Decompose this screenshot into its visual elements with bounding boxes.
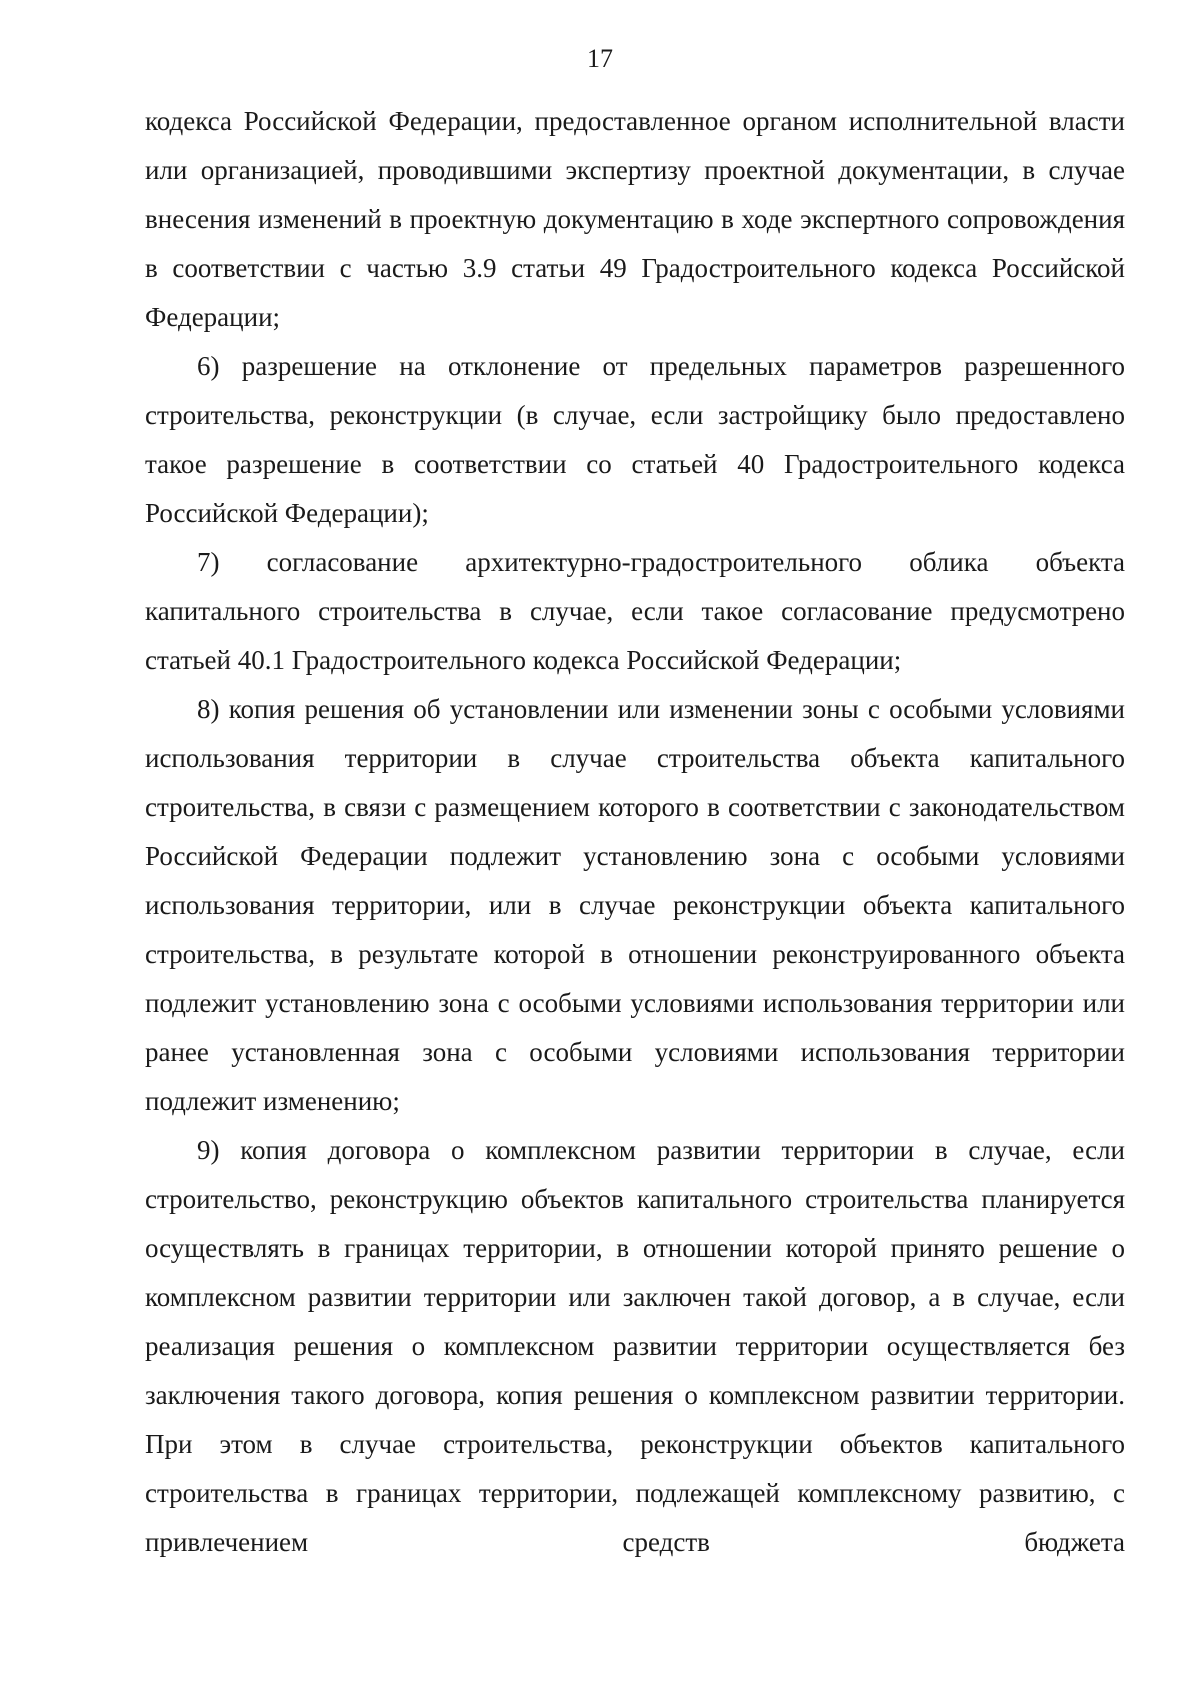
paragraph-item-9: 9) копия договора о комплексном развитии территории в случае, если строительство, реконструкцию объектов капитального строительства планируется осуществлять в границах территории, в отношении которой принято решение о комплексном развитии территории или заключен такой договор, а в случае, если реализация решения о комплексном развитии территории осуществляется без заключения такого договора, копия решения о комплексном развитии территории. При этом в случае строительства, реконструкции объектов капитального строительства в границах территории, подлежащей комплексному развитию, с привлечением средств бюджета [145,1135,1125,1557]
paragraph-item-8: 8) копия решения об установлении или изменении зоны с особыми условиями использования территории в случае строительства объекта капитального строительства, в связи с размещением которого в соответствии с законодательством Российской Федерации подлежит установлению зона с особыми условиями использования территории, или в случае реконструкции объекта капитального строительства, в результате которой в отношении реконструированного объекта подлежит установлению зона с особыми условиями использования территории или ранее установленная зона с особыми условиями использования территории подлежит изменению; [145,694,1125,1116]
paragraph-item-7: 7) согласование архитектурно-градостроительного облика объекта капитального строительства в случае, если такое согласование предусмотрено статьей 40.1 Градостроительного кодекса Российской Федерации; [145,547,1125,675]
paragraph-item-6: 6) разрешение на отклонение от предельных параметров разрешенного строительства, реконструкции (в случае, если застройщику было предоставлено такое разрешение в соответствии со статьей 40 Градостроительного кодекса Российской Федерации); [145,351,1125,528]
document-body [145,97,1125,1567]
paragraph-continuation: кодекса Российской Федерации, предоставленное органом исполнительной власти или организацией, проводившими экспертизу проектной документации, в случае внесения изменений в проектную документацию в ходе экспертного сопровождения в соответствии с частью 3.9 статьи 49 Градостроительного кодекса Российской Федерации; [145,106,1125,332]
page-number: 17 [587,44,613,73]
